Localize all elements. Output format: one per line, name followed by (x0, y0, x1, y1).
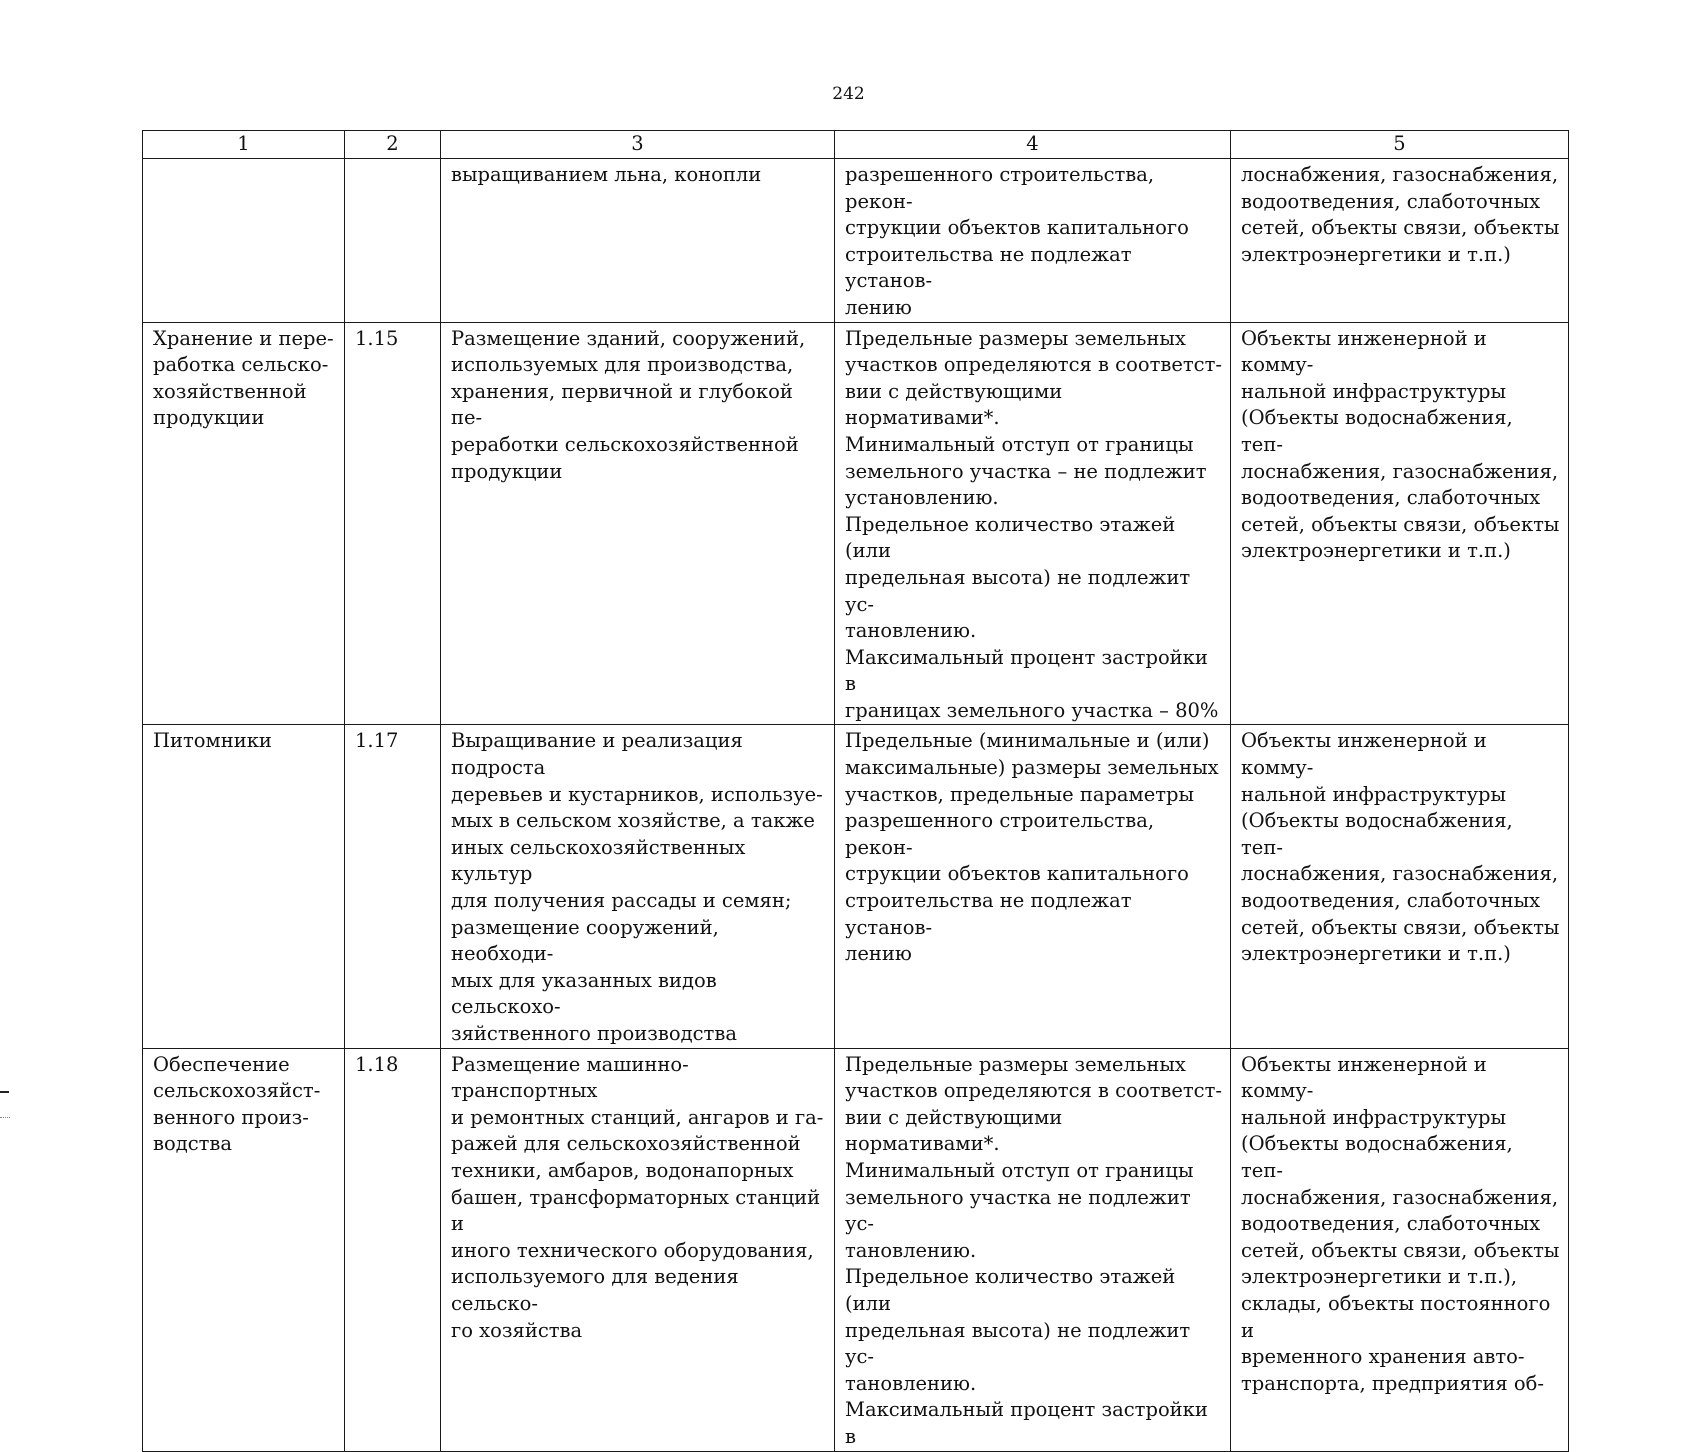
land-use-type-cell (143, 159, 345, 323)
land-use-type-cell: Обеспечение сельскохозяйст- венного произ- водства (143, 1048, 345, 1451)
auxiliary-uses-cell: Объекты инженерной и комму- нальной инфраструктуры (Объекты водоснабжения, теп- лоснабжения, газоснабжения, водоотведения, слаботочных сетей, объекты связи, объекты электроэнергетики и т.п.) (1231, 725, 1569, 1048)
scan-mark (0, 1117, 10, 1119)
description-cell: Размещение зданий, сооружений, используемых для производства, хранения, первичной и глубокой пе- реработки сельскохозяйственной продукции (441, 322, 835, 725)
parameters-cell: Предельные размеры земельных участков определяются в соответст- вии с действующими нормативами*. Минимальный отступ от границы земельного участка – не подлежит установлению. Предельное количество этажей (или предельная высота) не подлежит ус- тановлению. Максимальный процент застройки в границах земельного участка – 80% (835, 322, 1231, 725)
auxiliary-uses-cell: Объекты инженерной и комму- нальной инфраструктуры (Объекты водоснабжения, теп- лоснабжения, газоснабжения, водоотведения, слаботочных сетей, объекты связи, объекты электроэнергетики и т.п.), склады, объекты постоянного и временного хранения авто- транспорта, предприятия об- (1231, 1048, 1569, 1451)
code-cell: 1.17 (345, 725, 441, 1048)
table-row (143, 1048, 1569, 1451)
scan-mark (0, 1091, 9, 1093)
description-cell: Размещение машинно-транспортных и ремонтных станций, ангаров и га- ражей для сельскохозяйственной техники, амбаров, водонапорных башен, трансформаторных станций и иного технического оборудования, используемого для ведения сельско- го хозяйства (441, 1048, 835, 1451)
table-row (143, 159, 1569, 323)
page-number: 242 (832, 84, 865, 104)
parameters-cell: разрешенного строительства, рекон- струкции объектов капитального строительства не подлежат установ- лению (835, 159, 1231, 323)
table-row (143, 322, 1569, 725)
land-use-type-cell: Хранение и пере- работка сельско- хозяйственной продукции (143, 322, 345, 725)
auxiliary-uses-cell: лоснабжения, газоснабжения, водоотведения, слаботочных сетей, объекты связи, объекты электроэнергетики и т.п.) (1231, 159, 1569, 323)
column-header-4: 4 (835, 131, 1231, 159)
column-header-5: 5 (1231, 131, 1569, 159)
description-cell: выращиванием льна, конопли (441, 159, 835, 323)
auxiliary-uses-cell: Объекты инженерной и комму- нальной инфраструктуры (Объекты водоснабжения, теп- лоснабжения, газоснабжения, водоотведения, слаботочных сетей, объекты связи, объекты электроэнергетики и т.п.) (1231, 322, 1569, 725)
column-header-2: 2 (345, 131, 441, 159)
column-header-3: 3 (441, 131, 835, 159)
column-header-1: 1 (143, 131, 345, 159)
parameters-cell: Предельные (минимальные и (или) максимальные) размеры земельных участков, предельные параметры разрешенного строительства, рекон- струкции объектов капитального строительства не подлежат установ- лению (835, 725, 1231, 1048)
regulations-table (142, 130, 1569, 1452)
code-cell (345, 159, 441, 323)
description-cell: Выращивание и реализация подроста деревьев и кустарников, используе- мых в сельском хозяйстве, а также иных сельскохозяйственных культур для получения рассады и семян; размещение сооружений, необходи- мых для указанных видов сельскохо- зяйственного производства (441, 725, 835, 1048)
code-cell: 1.18 (345, 1048, 441, 1451)
code-cell: 1.15 (345, 322, 441, 725)
land-use-type-cell: Питомники (143, 725, 345, 1048)
header-row (143, 131, 1569, 159)
table-row (143, 725, 1569, 1048)
parameters-cell: Предельные размеры земельных участков определяются в соответст- вии с действующими нормативами*. Минимальный отступ от границы земельного участка не подлежит ус- тановлению. Предельное количество этажей (или предельная высота) не подлежит ус- тановлению. Максимальный процент застройки в (835, 1048, 1231, 1451)
